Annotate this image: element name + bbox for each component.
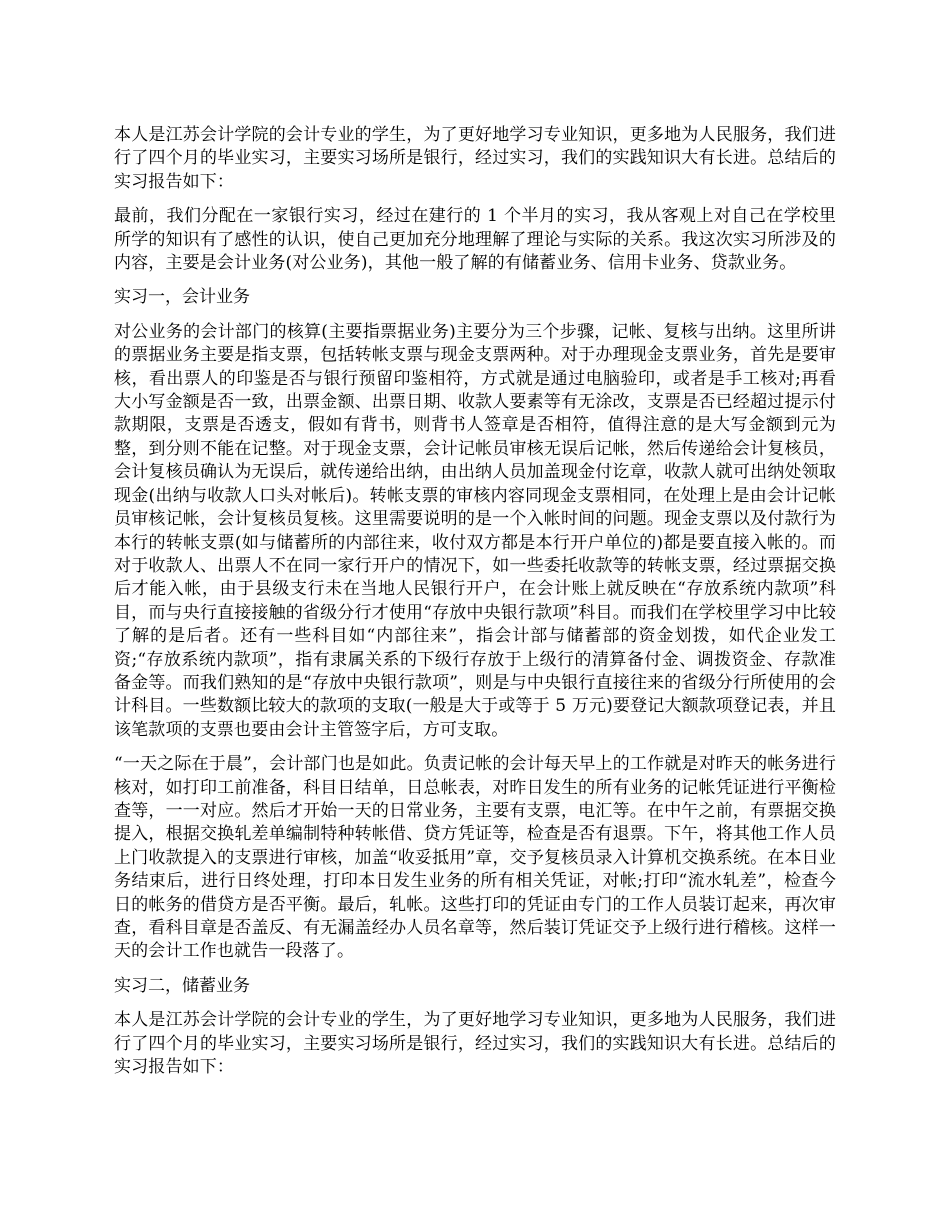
repeated-intro-paragraph: 本人是江苏会计学院的会计专业的学生，为了更好地学习专业知识，更多地为人民服务，我们进行了四个月的毕业实习，主要实习场所是银行，经过实习，我们的实践知识大有长进。总结后的实习报告如下：: [114, 1010, 836, 1078]
document-body: [114, 124, 836, 1090]
accounting-process-paragraph: 对公业务的会计部门的核算(主要指票据业务)主要分为三个步骤，记帐、复核与出纳。这里所讲的票据业务主要是指支票，包括转帐支票与现金支票两种。对于办理现金支票业务，首先是要审核，看出票人的印鉴是否与银行预留印鉴相符，方式就是通过电脑验印，或者是手工核对;再看大小写金额是否一致，出票金额、出票日期、收款人要素等有无涂改，支票是否已经超过提示付款期限，支票是否透支，假如有背书，则背书人签章是否相符，值得注意的是大写金额到元为整，到分则不能在记整。对于现金支票，会计记帐员审核无误后记帐，然后传递给会计复核员，会计复核员确认为无误后，就传递给出纳，由出纳人员加盖现金付讫章，收款人就可出纳处领取现金(出纳与收款人口头对帐后)。转帐支票的审核内容同现金支票相同，在处理上是由会计记帐员审核记帐，会计复核员复核。这里需要说明的是一个入帐时间的问题。现金支票以及付款行为本行的转帐支票(如与储蓄所的内部往来，收付双方都是本行开户单位的)都是要直接入帐的。而对于收款人、出票人不在同一家行开户的情况下，如一些委托收款等的转帐支票，经过票据交换后才能入帐，由于县级支行未在当地人民银行开户，在会计账上就反映在“存放系统内款项”科目，而与央行直接接触的省级分行才使用“存放中央银行款项”科目。而我们在学校里学习中比较了解的是后者。还有一些科目如“内部往来”，指会计部与储蓄部的资金划拨，如代企业发工资;“存放系统内款项”，指有隶属关系的下级行存放于上级行的清算备付金、调拨资金、存款准备金等。而我们熟知的是“存放中央银行款项”，则是与中央银行直接往来的省级分行所使用的会计科目。一些数额比较大的款项的支取(一般是大于或等于 5 万元)要登记大额款项登记表，并且该笔款项的支票也要由会计主管签字后，方可支取。: [114, 321, 836, 740]
intro-paragraph: 本人是江苏会计学院的会计专业的学生，为了更好地学习专业知识，更多地为人民服务，我们进行了四个月的毕业实习，主要实习场所是银行，经过实习，我们的实践知识大有长进。总结后的实习报告如下：: [114, 125, 836, 192]
section-heading-accounting: 实习一，会计业务: [114, 287, 250, 308]
section-heading-savings: 实习二，储蓄业务: [114, 975, 250, 996]
daily-routine-paragraph: “一天之际在于晨”，会计部门也是如此。负责记帐的会计每天早上的工作就是对昨天的帐务进行核对，如打印工前准备，科目日结单，日总帐表，对昨日发生的所有业务的记帐凭证进行平衡检查等，一一对应。然后才开始一天的日常业务，主要有支票，电汇等。在中午之前，有票据交换提入，根据交换轧差单编制特种转帐借、贷方凭证等，检查是否有退票。下午，将其他工作人员上门收款提入的支票进行审核，加盖“收妥抵用”章，交予复核员录入计算机交换系统。在本日业务结束后，进行日终处理，打印本日发生业务的所有相关凭证，对帐;打印“流水轧差”，检查今日的帐务的借贷方是否平衡。最后，轧帐。这些打印的凭证由专门的工作人员装订起来，再次审查，看科目章是否盖反、有无漏盖经办人员名章等，然后装订凭证交予上级行进行稽核。这样一天的会计工作也就告一段落了。: [114, 754, 836, 962]
overview-paragraph: 最前，我们分配在一家银行实习，经过在建行的 1 个半月的实习，我从客观上对自己在学校里所学的知识有了感性的认识，使自己更加充分地理解了理论与实际的关系。我这次实习所涉及的内容，主要是会计业务(对公业务)，其他一般了解的有储蓄业务、信用卡业务、贷款业务。: [114, 206, 836, 274]
